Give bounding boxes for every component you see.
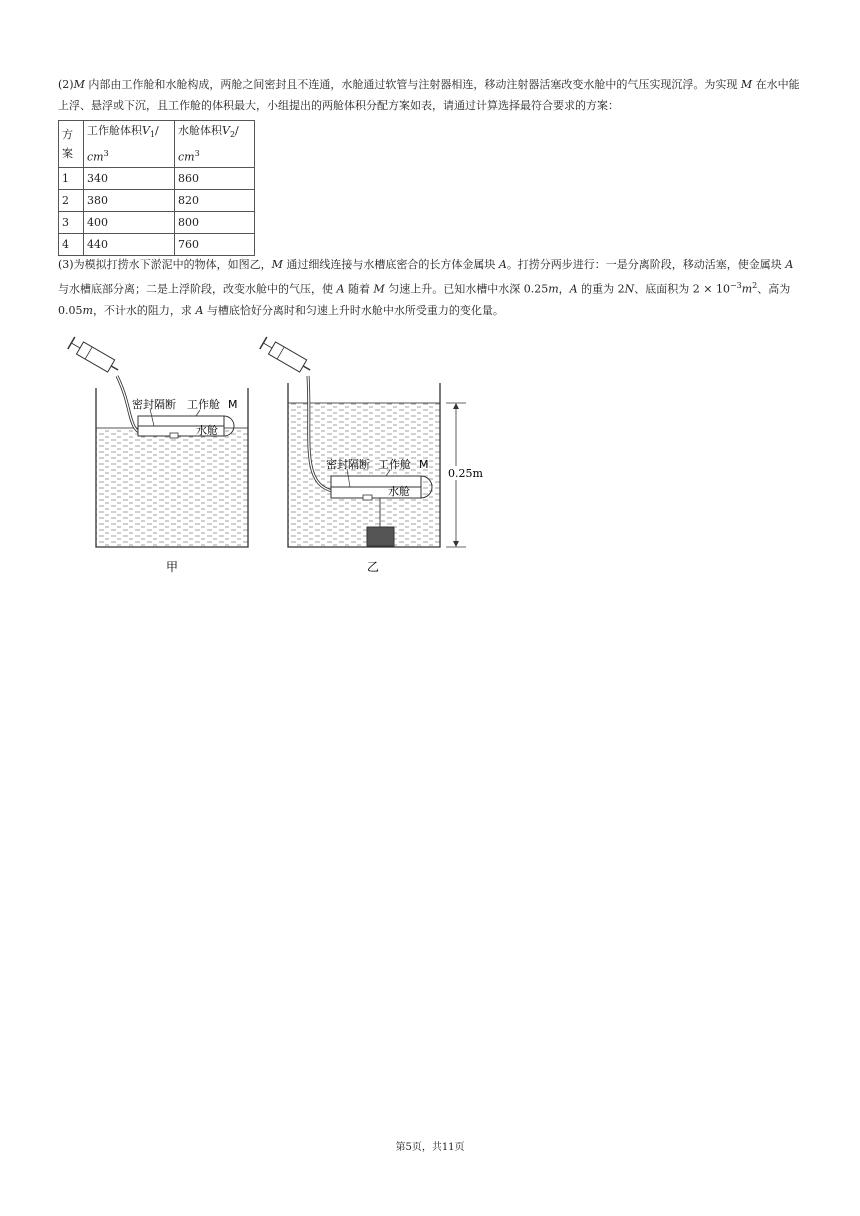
cell-plan: 1 bbox=[59, 167, 84, 189]
label-work-cabin: 工作舱 bbox=[187, 398, 220, 411]
metal-block-a bbox=[367, 527, 394, 546]
cell-plan: 4 bbox=[59, 233, 84, 255]
valve bbox=[170, 433, 178, 438]
figure-yi bbox=[260, 337, 484, 574]
valve bbox=[363, 495, 372, 500]
var-m: M bbox=[740, 78, 753, 91]
var-m: M bbox=[73, 78, 85, 91]
header-work-volume: 工作舱体积$V_1/$ $cm^3$ bbox=[84, 121, 175, 168]
cell-v1: 440 bbox=[84, 233, 175, 255]
part-number: (2) bbox=[58, 78, 74, 91]
header-water-volume: 水舱体积$V_2/$ $cm^3$ bbox=[175, 121, 255, 168]
cell-plan: 2 bbox=[59, 189, 84, 211]
depth-label: 0.25m bbox=[448, 467, 483, 480]
table-row bbox=[59, 167, 255, 189]
cell-v1: 400 bbox=[84, 211, 175, 233]
label-water-cabin: 水舱 bbox=[388, 485, 410, 498]
cell-v1: 380 bbox=[84, 189, 175, 211]
cell-v2: 760 bbox=[175, 233, 255, 255]
caption-jia: 甲 bbox=[165, 560, 179, 574]
table-row bbox=[59, 233, 255, 255]
plan-table bbox=[58, 120, 255, 256]
label-m: M bbox=[228, 398, 238, 411]
cell-v1: 340 bbox=[84, 167, 175, 189]
cell-plan: 3 bbox=[59, 211, 84, 233]
table-row bbox=[59, 189, 255, 211]
table-header-row bbox=[59, 121, 255, 168]
syringe-icon bbox=[260, 337, 314, 376]
label-water-cabin: 水舱 bbox=[196, 424, 218, 437]
label-work-cabin: 工作舱 bbox=[378, 458, 411, 471]
label-seal: 密封隔断 bbox=[132, 398, 176, 411]
caption-yi: 乙 bbox=[366, 560, 380, 574]
cell-v2: 800 bbox=[175, 211, 255, 233]
figure-jia bbox=[68, 337, 248, 574]
experiment-figure bbox=[50, 330, 490, 580]
label-m: M bbox=[419, 458, 429, 471]
question-part-3: (3)为模拟打捞水下淤泥中的物体，如图乙，M 通过细线连接与水槽底密合的长方体金属块 A。打捞分两步进行：一是分离阶段，移动活塞，使金属块 A 与水槽底部分离；二是上浮阶段，改变水舱中的气压，使 A 随着 M 匀速上升。已知水槽中水深 0.25m，A 的重为 2N、底面积为 $2 \times 10^{-3}m^2$、高为 0.05m，不计水的阻力，求 A 与槽底恰好分离时和匀速上升时水舱中水所受重力的变化量。 bbox=[58, 258, 794, 317]
part2-text-b: 在水中能上浮、悬浮或下沉，且工作舱的体积最大，小组提出的两舱体积分配方案如表，请通过计算选择最符合要求的方案： bbox=[58, 78, 800, 112]
part2-text-a: 内部由工作舱和水舱构成，两舱之间密封且不连通，水舱通过软管与注射器相连，移动注射器活塞改变水舱中的气压实现沉浮。为实现 bbox=[84, 78, 741, 91]
syringe-icon bbox=[68, 337, 122, 376]
water-region bbox=[288, 403, 440, 547]
header-plan: 方案 bbox=[59, 121, 84, 168]
label-seal: 密封隔断 bbox=[326, 458, 370, 471]
question-part-2 bbox=[58, 74, 806, 116]
table-row bbox=[59, 211, 255, 233]
cell-v2: 820 bbox=[175, 189, 255, 211]
cell-v2: 860 bbox=[175, 167, 255, 189]
water-region bbox=[96, 428, 248, 547]
page-footer: 第5页，共11页 bbox=[395, 1142, 465, 1153]
